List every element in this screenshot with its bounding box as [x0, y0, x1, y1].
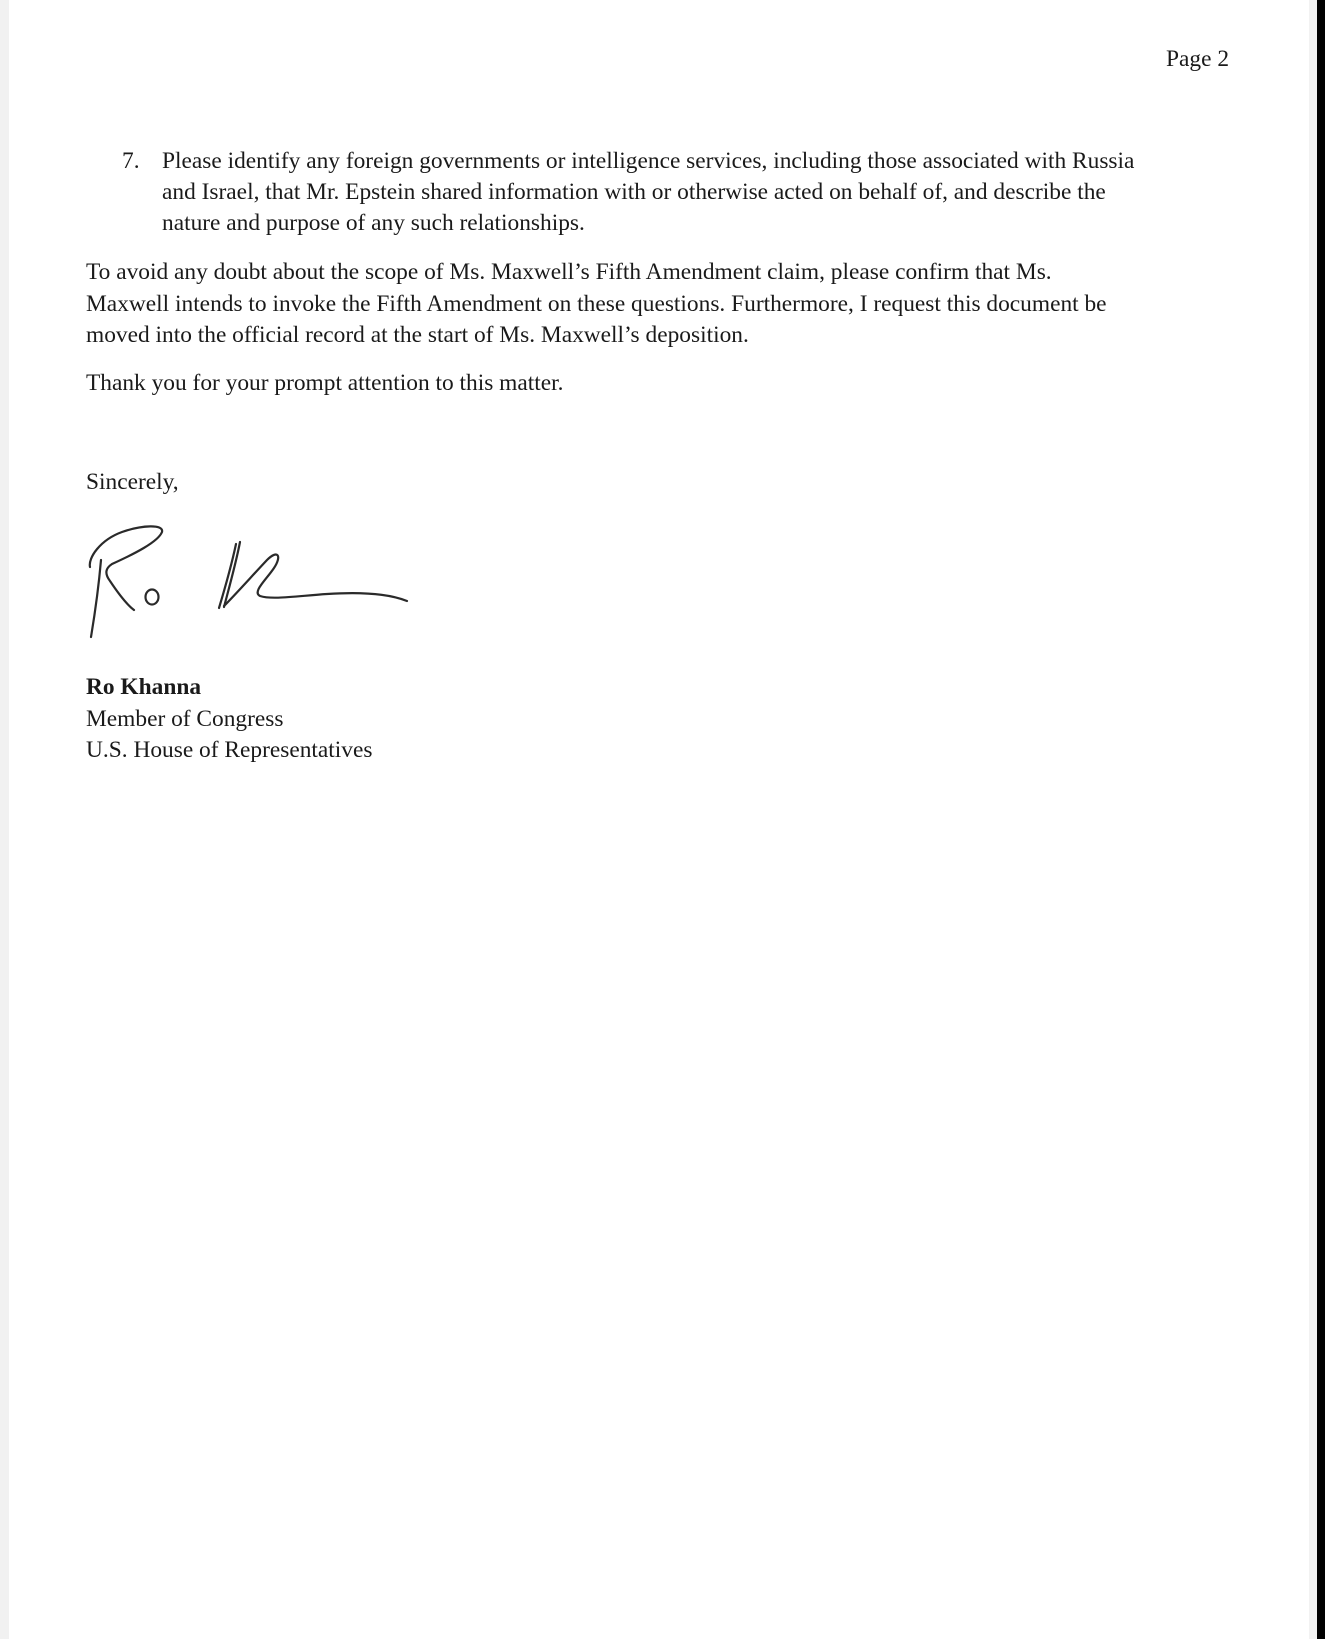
list-item-line: nature and purpose of any such relationships.	[162, 210, 585, 236]
document-page	[9, 0, 1309, 1639]
right-edge-shadow	[1309, 0, 1317, 1639]
paragraph-line: Thank you for your prompt attention to this matter.	[86, 370, 564, 396]
handwritten-signature	[82, 518, 422, 646]
signature-stroke	[146, 590, 159, 605]
window-edge-bar	[1317, 0, 1325, 1639]
signature-stroke	[224, 555, 407, 606]
left-edge-shadow	[0, 0, 9, 1639]
closing-salutation: Sincerely,	[86, 469, 179, 495]
paragraph-line: To avoid any doubt about the scope of Ms. Maxwell’s Fifth Amendment claim, please confirm that Ms.	[86, 259, 1052, 285]
paragraph-line: moved into the official record at the start of Ms. Maxwell’s deposition.	[86, 322, 749, 348]
page-number: Page 2	[1166, 46, 1230, 72]
signature-stroke	[91, 560, 101, 637]
signer-name: Ro Khanna	[86, 674, 202, 700]
paragraph-line: Maxwell intends to invoke the Fifth Amendment on these questions. Furthermore, I request this document be	[86, 291, 1107, 317]
signer-title: Member of Congress	[86, 706, 284, 732]
list-item-line: and Israel, that Mr. Epstein shared information with or otherwise acted on behalf of, and describe the	[162, 179, 1106, 205]
list-item-number: 7.	[122, 148, 140, 174]
list-item-line: Please identify any foreign governments or intelligence services, including those associated with Russia	[162, 148, 1135, 174]
signature-stroke	[219, 544, 236, 608]
signer-organization: U.S. House of Representatives	[86, 737, 373, 763]
